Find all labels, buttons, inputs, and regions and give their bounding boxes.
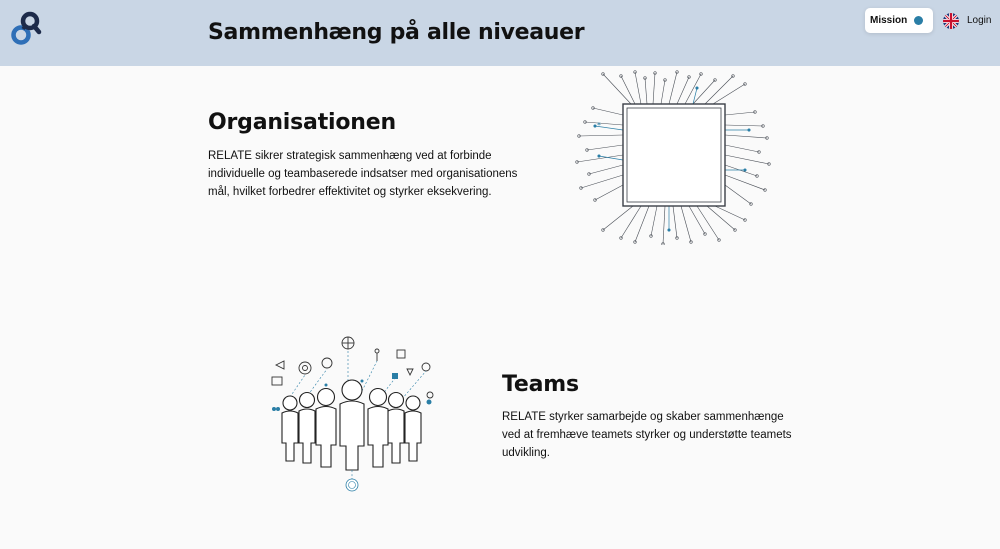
uk-flag-icon[interactable] [943,13,959,29]
section-text-teams: RELATE styrker samarbejde og skaber sammenhænge ved at fremhæve teamets styrker og understøtte teamets udvikling. [502,411,792,459]
top-header [0,0,1000,66]
login-link[interactable]: Login [967,15,992,26]
network-square-illustration [573,70,773,245]
mission-toggle[interactable] [865,8,933,33]
mission-label: Mission [870,15,908,26]
section-text-organisation: RELATE sikrer strategisk sammenhæng ved at forbinde individuelle og teambaserede indsatser med organisationens mål, hvilket forbedrer effektivitet og styrker eksekvering. [208,150,518,198]
brand-logo-icon[interactable] [9,10,43,46]
page-title: Sammenhæng på alle niveauer [208,20,585,45]
svg-text:*: * [597,121,601,130]
mission-status-dot [914,16,923,25]
section-heading-organisation: Organisationen [208,110,396,135]
team-people-illustration [262,335,442,495]
section-heading-teams: Teams [502,372,579,397]
